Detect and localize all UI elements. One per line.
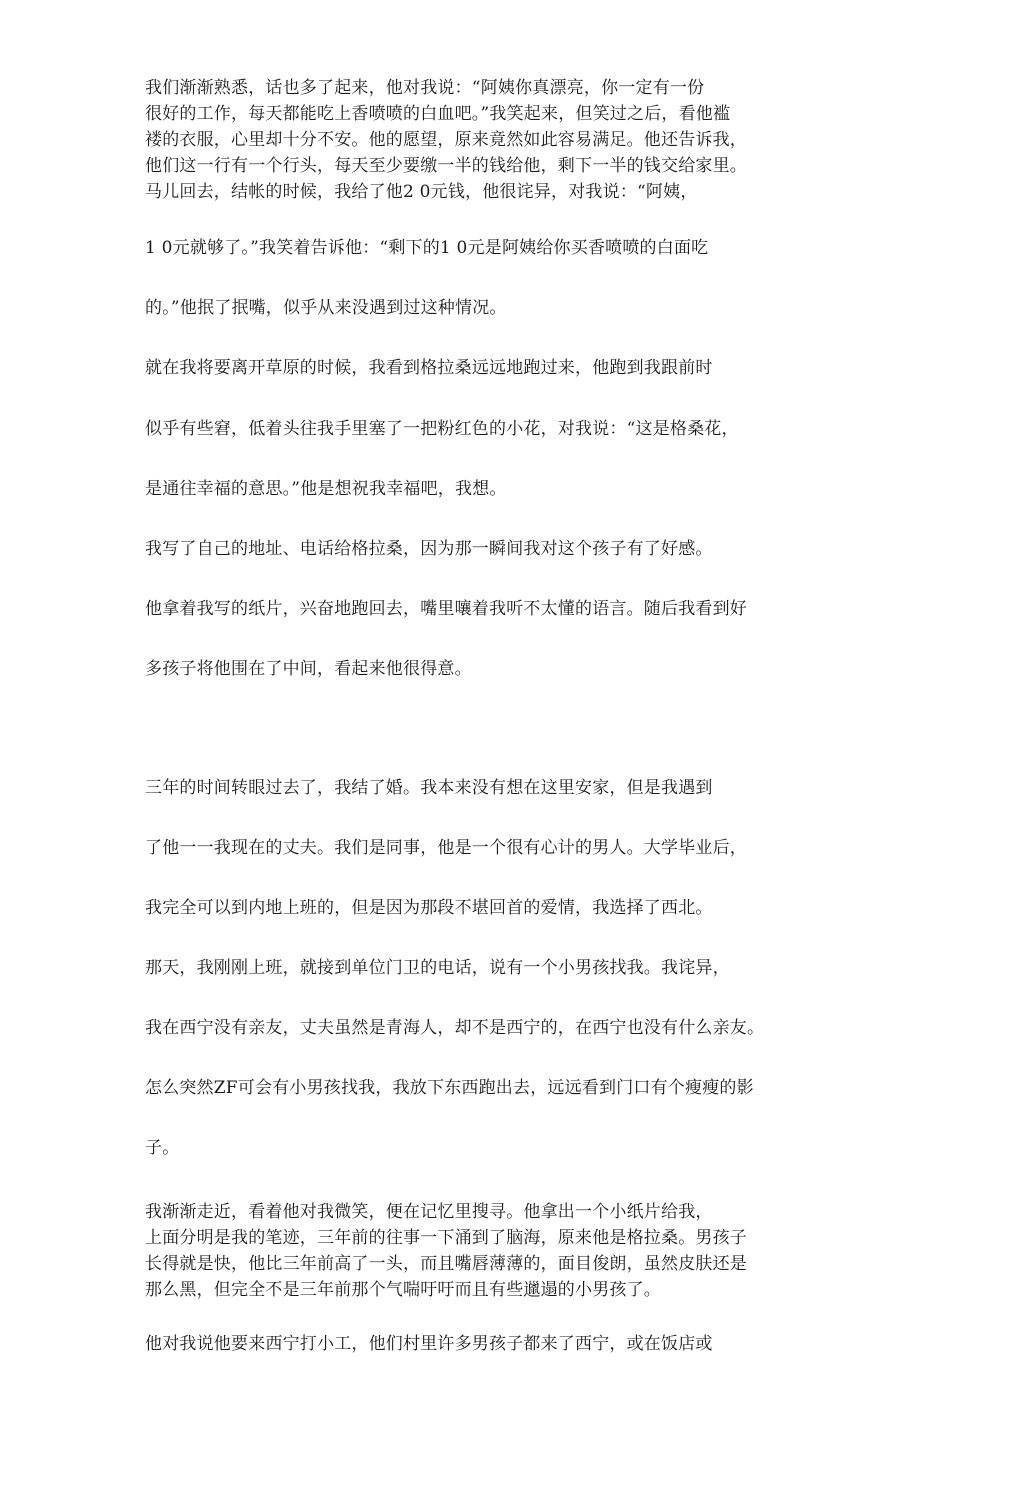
- text-line: 多孩子将他围在了中间，看起来他很得意。: [145, 659, 472, 679]
- text-line: 是通往幸福的意思。”他是想祝我幸福吧，我想。: [145, 479, 507, 499]
- text-line: 他拿着我写的纸片，兴奋地跑回去，嘴里嚷着我听不太懂的语言。随后我看到好: [145, 599, 747, 619]
- text-line: 的。”他抿了抿嘴，似乎从来没遇到过这种情况。: [145, 298, 507, 318]
- text-line: 马儿回去，结帐的时候，我给了他2 0元钱，他很诧异，对我说：“阿姨，: [145, 182, 698, 202]
- text-line: 子。: [145, 1138, 180, 1158]
- text-line: 似乎有些窘，低着头往我手里塞了一把粉红色的小花，对我说：“这是格桑花，: [145, 419, 739, 439]
- text-line: 长得就是快，他比三年前高了一头，而且嘴唇薄薄的，面目俊朗，虽然皮肤还是: [145, 1254, 747, 1274]
- text-line: 我写了自己的地址、电话给格拉桑，因为那一瞬间我对这个孩子有了好感。: [145, 539, 713, 559]
- text-line: 我们渐渐熟悉，话也多了起来，他对我说：“阿姨你真漂亮，你一定有一份: [145, 78, 705, 98]
- text-line: 我渐渐走近，看着他对我微笑，便在记忆里搜寻。他拿出一个小纸片给我，: [145, 1202, 713, 1222]
- text-line: 他们这一行有一个行头，每天至少要缴一半的钱给他，剩下一半的钱交给家里。: [145, 156, 747, 176]
- text-line: 他对我说他要来西宁打小工，他们村里许多男孩子都来了西宁，或在饭店或: [145, 1334, 713, 1354]
- text-line: 上面分明是我的笔迹，三年前的往事一下涌到了脑海，原来他是格拉桑。男孩子: [145, 1228, 747, 1248]
- text-line: 很好的工作，每天都能吃上香喷喷的白血吧。”我笑起来，但笑过之后，看他褴: [145, 104, 731, 124]
- text-line: 就在我将要离开草原的时候，我看到格拉桑远远地跑过来，他跑到我跟前时: [145, 358, 713, 378]
- text-line: 怎么突然ZF可会有小男孩找我，我放下东西跑出去，远远看到门口有个瘦瘦的影: [145, 1078, 754, 1098]
- text-line: 我完全可以到内地上班的，但是因为那段不堪回首的爱情，我选择了西北。: [145, 898, 713, 918]
- text-line: 了他一一我现在的丈夫。我们是同事，他是一个很有心计的男人。大学毕业后，: [145, 838, 747, 858]
- text-line: 那天，我刚刚上班，就接到单位门卫的电话，说有一个小男孩找我。我诧异，: [145, 958, 730, 978]
- text-line: 我在西宁没有亲友，丈夫虽然是青海人，却不是西宁的，在西宁也没有什么亲友。: [145, 1018, 765, 1038]
- text-line: 三年的时间转眼过去了，我结了婚。我本来没有想在这里安家，但是我遇到: [145, 778, 713, 798]
- text-line: 褛的衣服，心里却十分不安。他的愿望，原来竟然如此容易满足。他还告诉我，: [145, 130, 747, 150]
- text-line: 那么黑，但完全不是三年前那个气喘吁吁而且有些邋遢的小男孩了。: [145, 1280, 661, 1300]
- text-line: 1 0元就够了。”我笑着告诉他：“剩下的1 0元是阿姨给你买香喷喷的白面吃: [145, 238, 709, 258]
